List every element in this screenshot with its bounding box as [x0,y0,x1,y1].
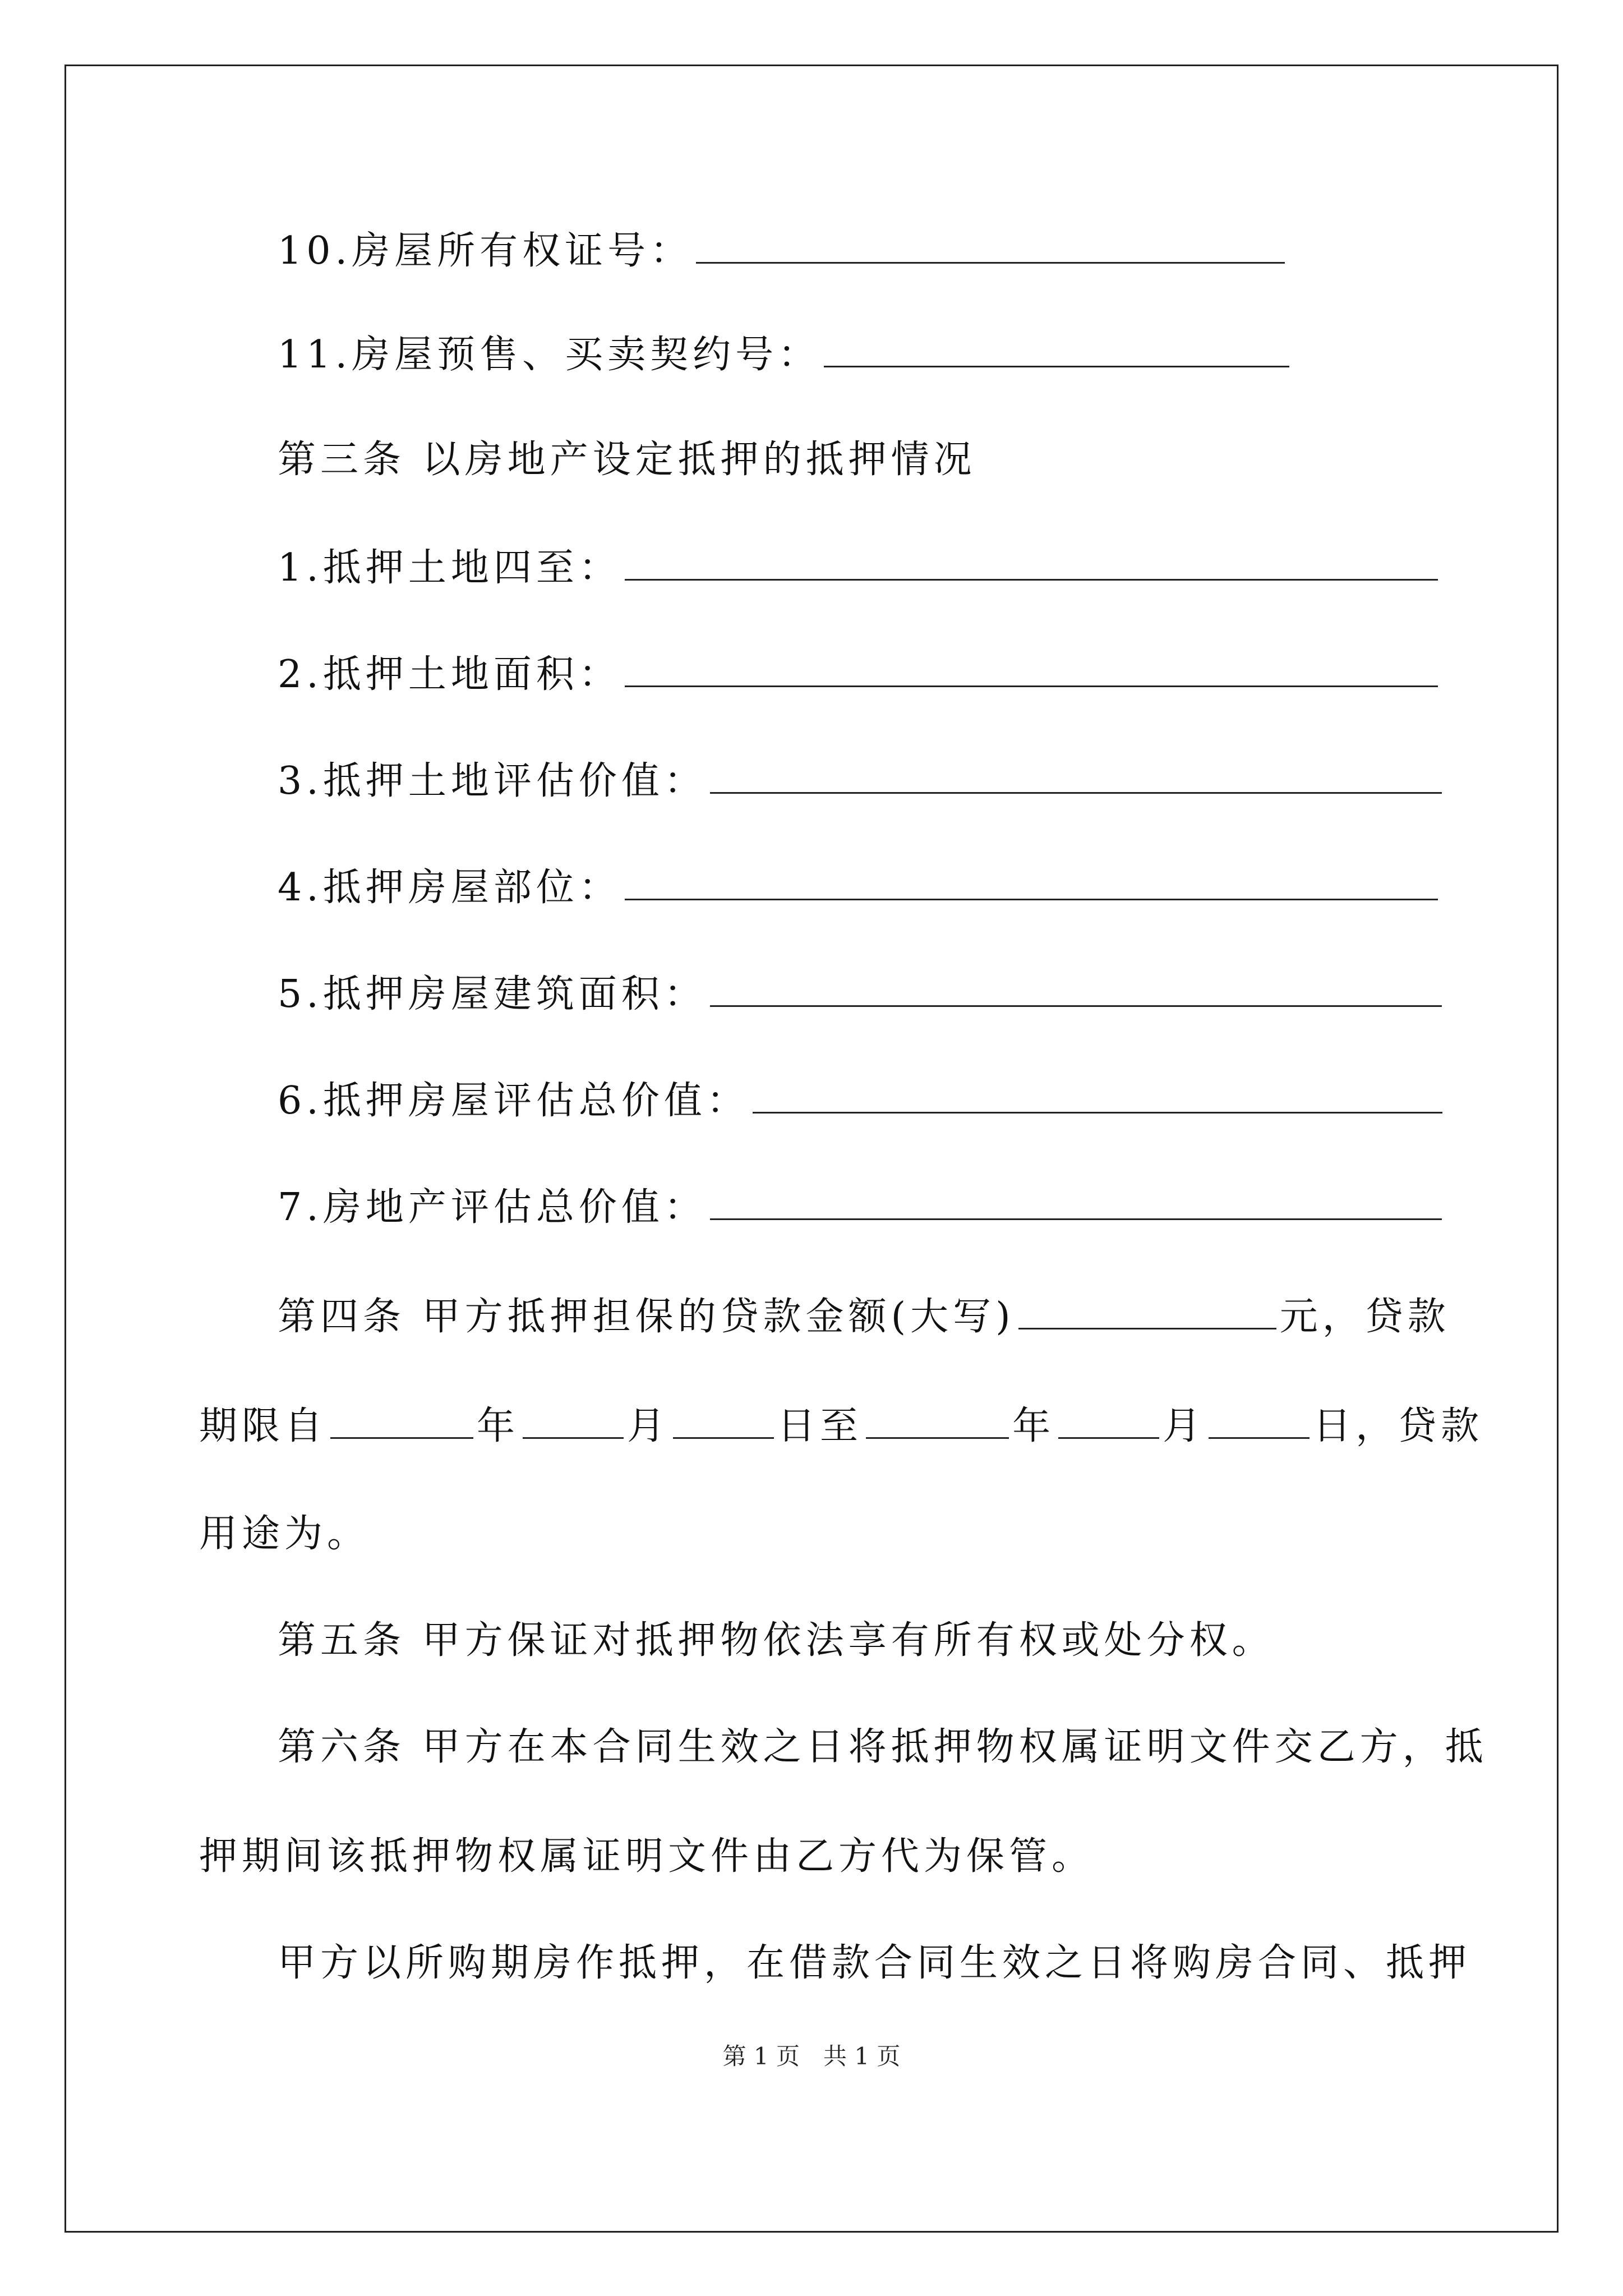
start-month-blank[interactable] [523,1402,624,1439]
article-5 [278,1618,1275,1663]
field-label: 6.抵押房屋评估总价值： [278,1079,749,1123]
field-land-value [278,757,1445,804]
article-text: 月 [627,1404,670,1448]
field-ownership-cert [278,227,1288,274]
article-text: 年 [1012,1404,1055,1448]
fill-blank[interactable] [710,970,1442,1007]
fill-blank[interactable] [824,331,1289,367]
end-day-blank[interactable] [1209,1402,1310,1439]
article-4-line2 [199,1402,1483,1449]
field-house-value [278,1077,1446,1124]
field-label: 4.抵押房屋部位： [278,866,621,910]
article-text: 第六条 甲方在本合同生效之日将抵押物权属证明文件交乙方，抵 [278,1725,1488,1769]
article-text: 元，贷款 [1279,1295,1450,1339]
fill-blank[interactable] [753,1077,1442,1114]
start-day-blank[interactable] [673,1402,774,1439]
article-4-line3 [199,1512,370,1557]
page-number: 第 1 页 共 1 页 [722,2042,901,2070]
loan-amount-blank[interactable] [1018,1293,1276,1329]
article-4-line1 [278,1293,1450,1340]
field-house-area [278,970,1445,1017]
article-text: 甲方以所购期房作抵押，在借款合同生效之日将购房合同、抵押 [278,1941,1472,1985]
field-label: 7.房地产评估总价值： [278,1185,707,1230]
article-text: 用途为。 [199,1512,370,1556]
field-house-location [278,864,1441,910]
page-frame [64,65,1559,2233]
article-3-heading [278,438,976,482]
end-year-blank[interactable] [866,1402,1009,1439]
fill-blank[interactable] [710,1184,1442,1220]
article-text: 第五条 甲方保证对抵押物依法享有所有权或处分权。 [278,1618,1275,1663]
article-6-line2 [199,1834,1094,1879]
article-6-line1 [278,1725,1488,1770]
fill-blank[interactable] [625,651,1438,687]
field-land-boundaries [278,544,1441,591]
field-land-area [278,651,1441,697]
page-footer [0,2042,1623,2071]
article-text: 日，贷款 [1313,1404,1484,1448]
fill-blank[interactable] [710,757,1442,794]
article-text: 第四条 甲方抵押担保的贷款金额(大写) [278,1295,1015,1339]
field-label: 11.房屋预售、买卖契约号： [278,333,821,377]
paragraph-last [278,1941,1471,1986]
field-contract-no [278,331,1293,378]
fill-blank[interactable] [625,544,1438,581]
field-label: 2.抵押土地面积： [278,652,621,697]
field-label: 5.抵押房屋建筑面积： [278,972,707,1016]
field-estate-value [278,1184,1445,1230]
field-label: 10.房屋所有权证号： [278,229,693,273]
article-text: 押期间该抵押物权属证明文件由乙方代为保管。 [199,1834,1095,1879]
fill-blank[interactable] [625,864,1438,900]
article-text: 第三条 以房地产设定抵押的抵押情况 [278,438,976,482]
article-text: 年 [477,1404,520,1448]
article-text: 期限自 [199,1404,328,1448]
start-year-blank[interactable] [330,1402,473,1439]
fill-blank[interactable] [696,227,1285,264]
end-month-blank[interactable] [1058,1402,1159,1439]
field-label: 1.抵押土地四至： [278,546,621,590]
article-text: 日至 [777,1404,863,1448]
field-label: 3.抵押土地评估价值： [278,759,707,803]
article-text: 月 [1163,1404,1206,1448]
